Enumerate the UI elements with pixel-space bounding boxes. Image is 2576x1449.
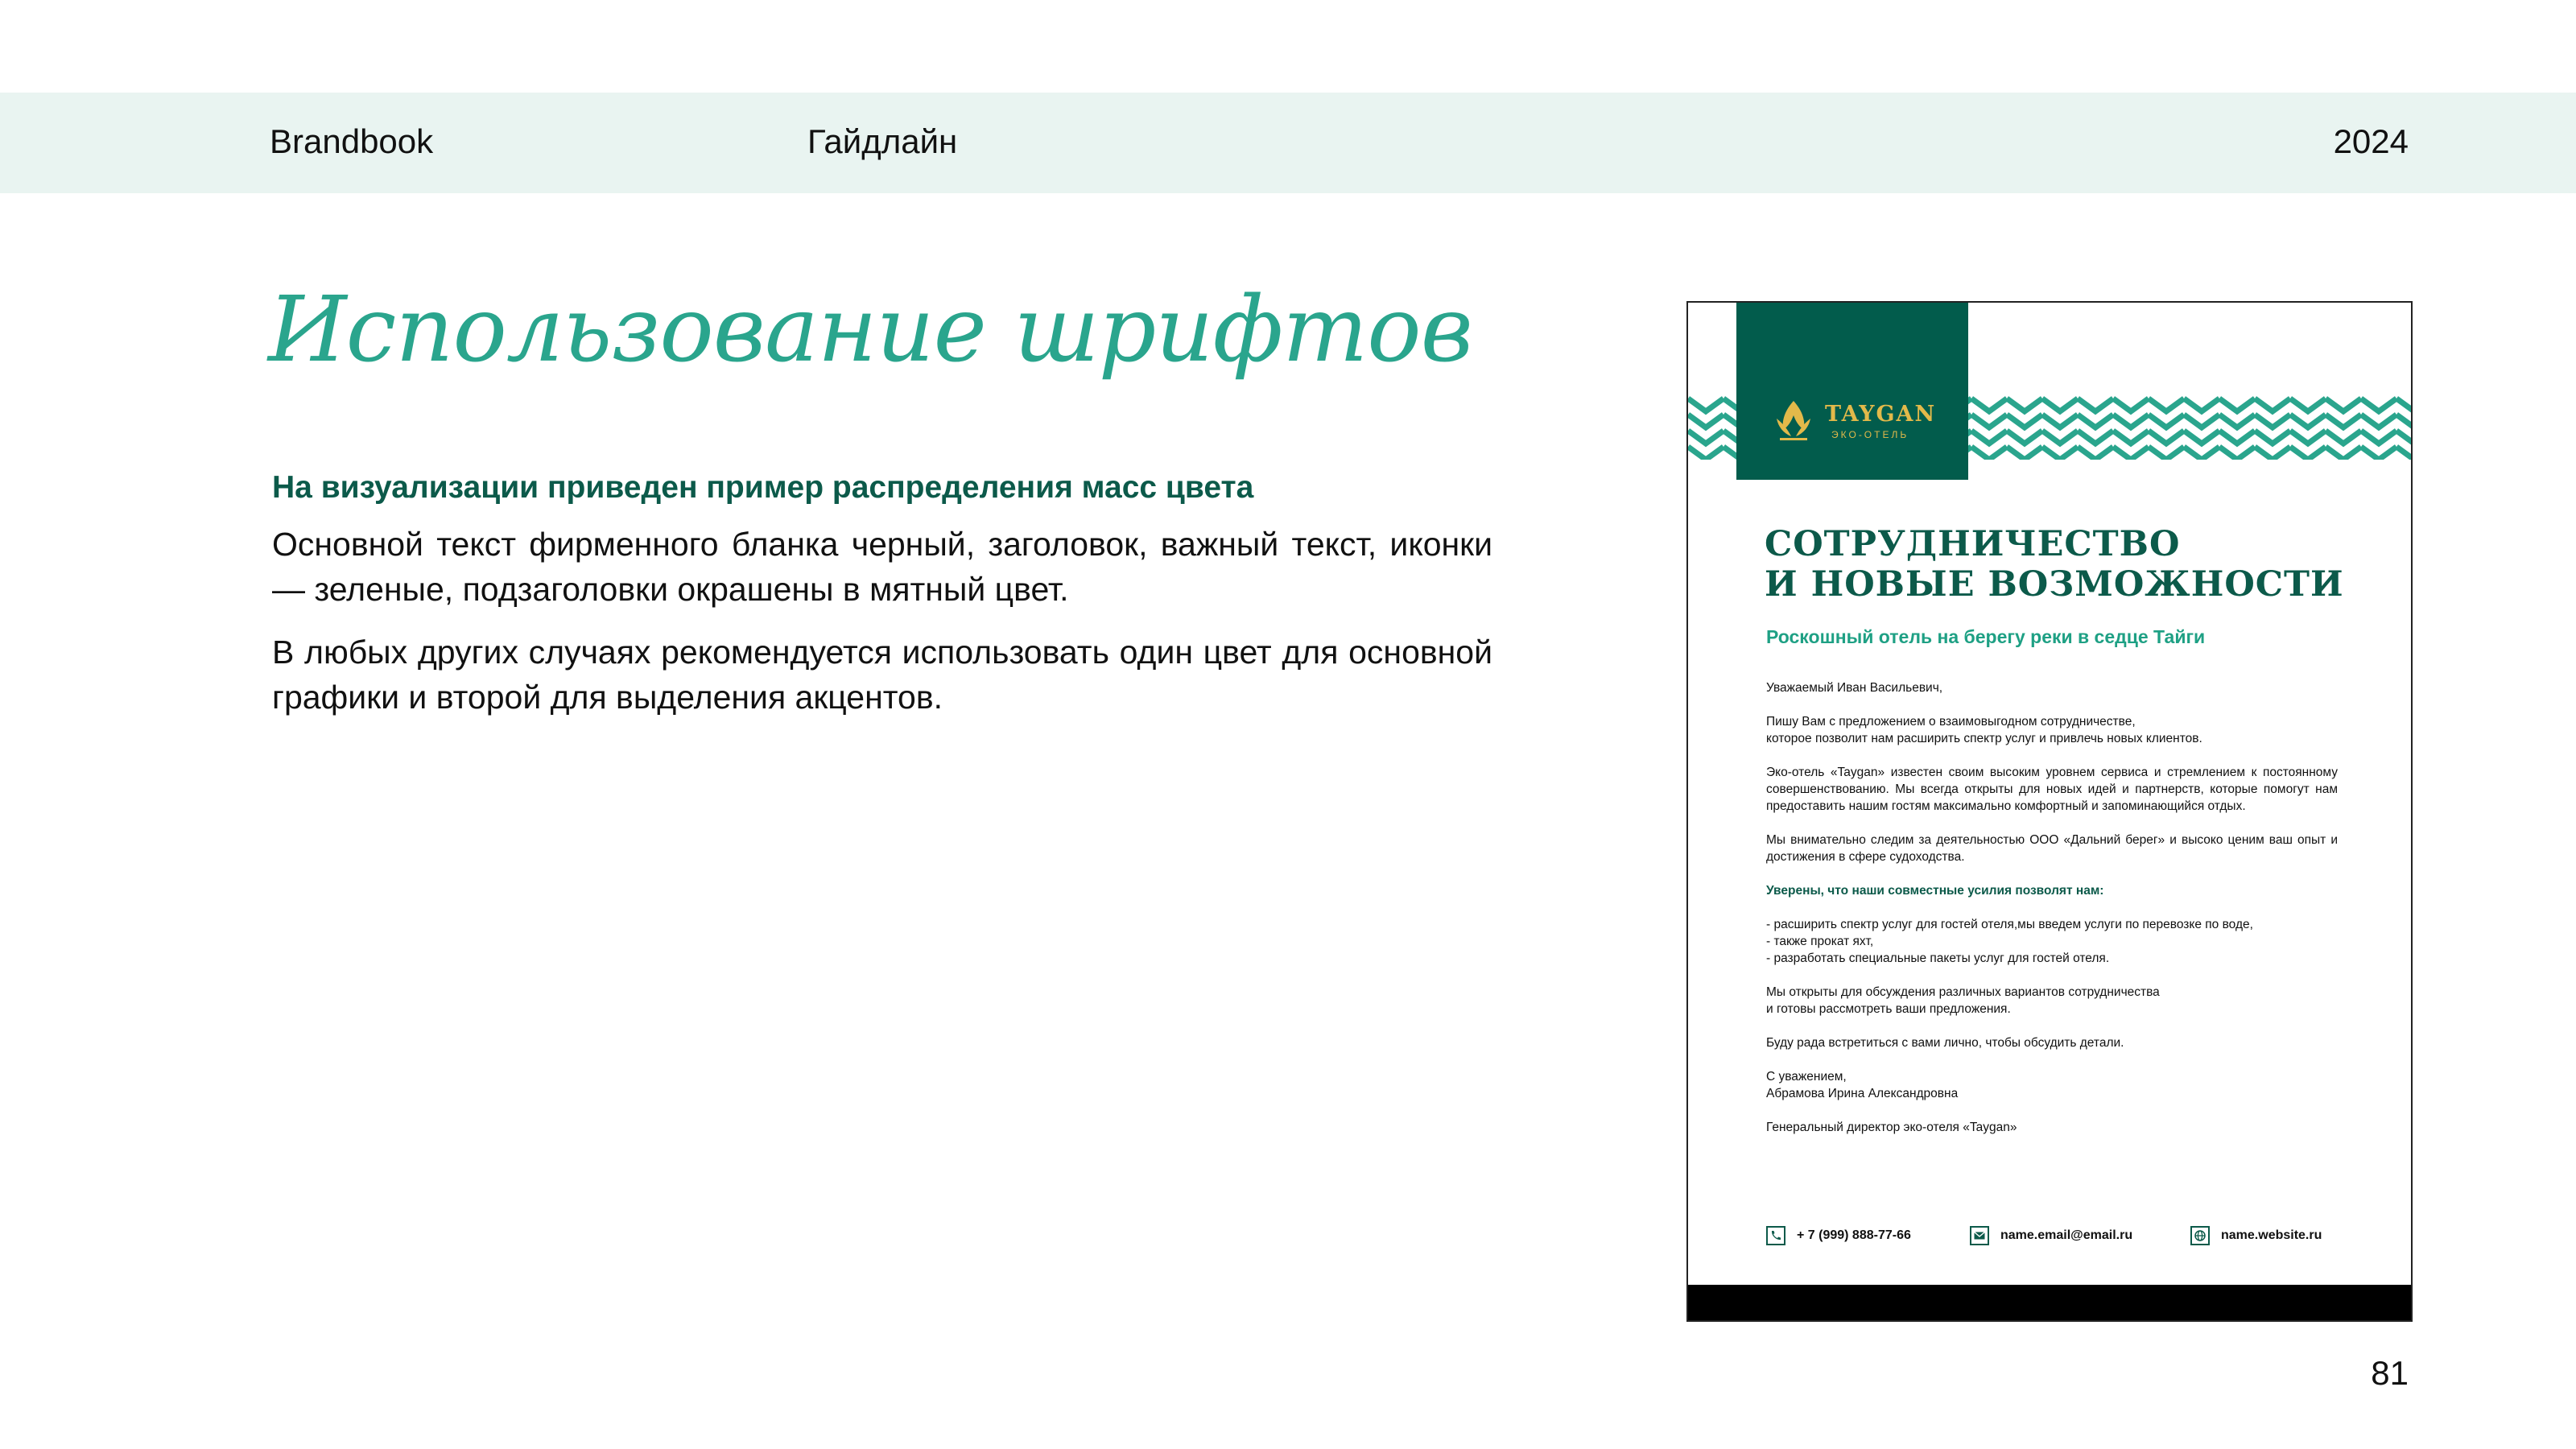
description-paragraph-2: В любых других случаях рекомендуется использовать один цвет для основной графики и второй для выделения акцентов. bbox=[272, 634, 1492, 716]
description-paragraph-1: Основной текст фирменного бланка черный, заголовок, важный текст, иконки — зеленые, подзаголовки окрашены в мятный цвет. bbox=[272, 526, 1492, 608]
letter-paragraph-1-line-1: Пишу Вам с предложением о взаимовыгодном сотрудничестве, bbox=[1766, 715, 2136, 729]
contact-website-text: name.website.ru bbox=[2221, 1228, 2322, 1242]
letter-paragraph-5: Буду рада встретиться с вами лично, чтобы обсудить детали. bbox=[1766, 1036, 2124, 1050]
letter-signer: Абрамова Ирина Александровна bbox=[1766, 1087, 1959, 1100]
letter-title-line-1: СОТРУДНИЧЕСТВО bbox=[1765, 524, 2181, 564]
header-brand: Brandbook bbox=[270, 122, 434, 160]
letter-paragraph-1 bbox=[1766, 713, 2338, 747]
letter-signature bbox=[1766, 1068, 2338, 1102]
letter-paragraph-2: Эко-отель «Taygan» известен своим высоким уровнем сервиса и стремлением к постоянному совершенствованию. Мы всегда открыты для новых идей и партнерств, которые помогут нам предоставить нашим гостям максимально комфортный и запоминающийся отдых. bbox=[1766, 766, 2338, 813]
letter-subtitle: Роскошный отель на берегу реки в седце Тайги bbox=[1766, 626, 2206, 647]
contact-phone-text: + 7 (999) 888-77-66 bbox=[1797, 1228, 1911, 1242]
letter-title-line-2: И НОВЫЕ ВОЗМОЖНОСТИ bbox=[1765, 564, 2344, 605]
letter-closing: С уважением, bbox=[1766, 1070, 1847, 1084]
contact-email bbox=[1970, 1224, 2132, 1247]
letter-greeting: Уважаемый Иван Васильевич, bbox=[1766, 681, 1943, 695]
letter-title bbox=[1765, 524, 2376, 605]
letter-contacts bbox=[1766, 1224, 2362, 1249]
letter-accent-text: Уверены, что наши совместные усилия позволят нам: bbox=[1766, 884, 2104, 898]
letter-position: Генеральный директор эко-отеля «Taygan» bbox=[1766, 1121, 2017, 1134]
logo-tree-icon bbox=[1770, 398, 1817, 444]
logo-name: TAYGAN bbox=[1825, 402, 1937, 427]
letter-paragraph-4 bbox=[1766, 984, 2338, 1018]
letter-list-item: - расширить спектр услуг для гостей отеля,мы введем услуги по перевозке по воде, bbox=[1766, 918, 2253, 931]
phone-icon bbox=[1766, 1226, 1785, 1245]
letter-paragraph-4-line-2: и готовы рассмотреть ваши предложения. bbox=[1766, 1002, 2011, 1016]
contact-phone bbox=[1766, 1224, 1911, 1247]
contact-website bbox=[2190, 1224, 2322, 1247]
letter-list bbox=[1766, 916, 2338, 967]
letter-body bbox=[1766, 679, 2338, 1153]
letter-paragraph-1-line-2: которое позволит нам расширить спектр услуг и привлечь новых клиентов. bbox=[1766, 732, 2202, 745]
globe-icon bbox=[2190, 1226, 2210, 1245]
logo-subtitle: ЭКО-ОТЕЛЬ bbox=[1831, 429, 1909, 440]
description-subhead: На визуализации приведен пример распределения масс цвета bbox=[272, 470, 1254, 505]
letter-list-item: - также прокат яхт, bbox=[1766, 935, 1874, 948]
letter-paragraph-3: Мы внимательно следим за деятельностью ООО «Дальний берег» и высоко ценим ваш опыт и достижения в сфере судоходства. bbox=[1766, 833, 2338, 864]
letter-list-item: - разработать специальные пакеты услуг для гостей отеля. bbox=[1766, 952, 2110, 965]
page-title: Использование шрифтов bbox=[268, 278, 1472, 382]
letterhead-preview bbox=[1686, 301, 2413, 1322]
contact-email-text: name.email@email.ru bbox=[2000, 1228, 2133, 1242]
header-year: 2024 bbox=[2333, 122, 2409, 160]
logo-block bbox=[1736, 303, 1968, 480]
description-block bbox=[272, 465, 1492, 737]
page-number: 81 bbox=[2371, 1354, 2409, 1392]
letter-paragraph-4-line-1: Мы открыты для обсуждения различных вариантов сотрудничества bbox=[1766, 985, 2160, 999]
mail-icon bbox=[1970, 1226, 1989, 1245]
header-section: Гайдлайн bbox=[807, 122, 958, 160]
letter-footer-bar bbox=[1688, 1285, 2411, 1320]
